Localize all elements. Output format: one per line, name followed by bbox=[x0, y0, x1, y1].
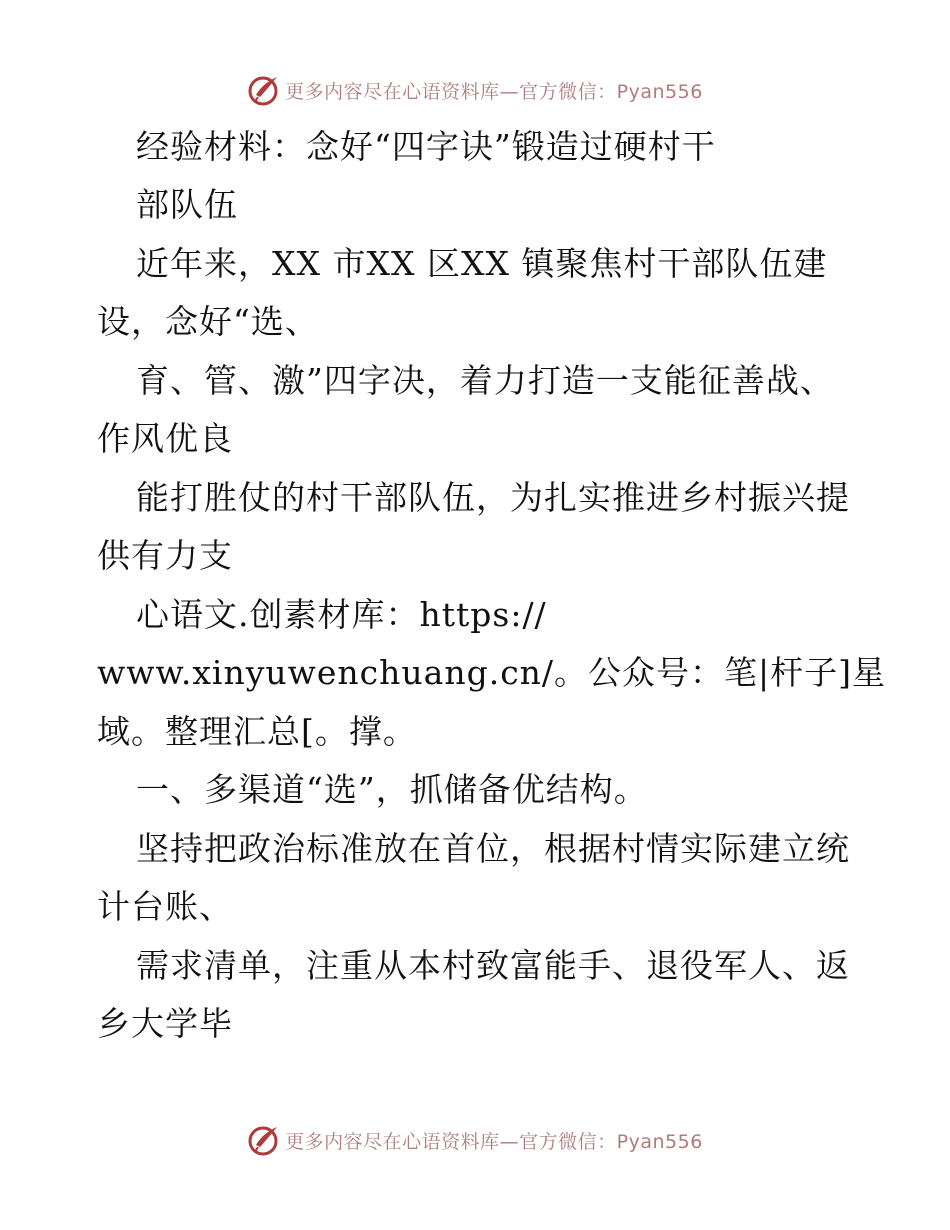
footer-watermark bbox=[0, 1120, 950, 1160]
paragraph-line: 作风优良 bbox=[97, 419, 233, 458]
paragraph-line: 育、管、激”四字决，着力打造一支能征善战、 bbox=[136, 361, 834, 400]
paragraph-line: 需求清单，注重从本村致富能手、退役军人、返 bbox=[136, 946, 850, 985]
paragraph-line: 域。整理汇总[。撑。 bbox=[97, 712, 417, 751]
quill-seal-icon bbox=[247, 1123, 281, 1157]
section-heading: 一、多渠道“选”，抓储备优结构。 bbox=[136, 770, 648, 809]
watermark-text: 更多内容尽在心语资料库—官方微信：Pyan556 bbox=[285, 80, 703, 103]
paragraph-line: 供有力支 bbox=[97, 536, 233, 575]
paragraph-line: 近年来，XX 市XX 区XX 镇聚焦村干部队伍建 bbox=[136, 244, 828, 283]
paragraph-line: 坚持把政治标准放在首位，根据村情实际建立统 bbox=[136, 829, 850, 868]
paragraph-line: 设，念好“选、 bbox=[97, 302, 319, 341]
paragraph-line: 心语文.创素材库：https:// bbox=[136, 595, 547, 634]
title-line-1: 经验材料：念好“四字诀”锻造过硬村干 bbox=[136, 127, 716, 166]
header-watermark bbox=[0, 70, 950, 110]
paragraph-line: 能打胜仗的村干部队伍，为扎实推进乡村振兴提 bbox=[136, 478, 850, 517]
paragraph-line: www.xinyuwenchuang.cn/。公众号：笔|杆子]星 bbox=[97, 653, 887, 692]
watermark-text: 更多内容尽在心语资料库—官方微信：Pyan556 bbox=[285, 1130, 703, 1153]
quill-seal-icon bbox=[247, 73, 281, 107]
paragraph-line: 计台账、 bbox=[97, 887, 233, 926]
paragraph-line: 乡大学毕 bbox=[97, 1004, 233, 1043]
title-line-2: 部队伍 bbox=[136, 185, 238, 224]
